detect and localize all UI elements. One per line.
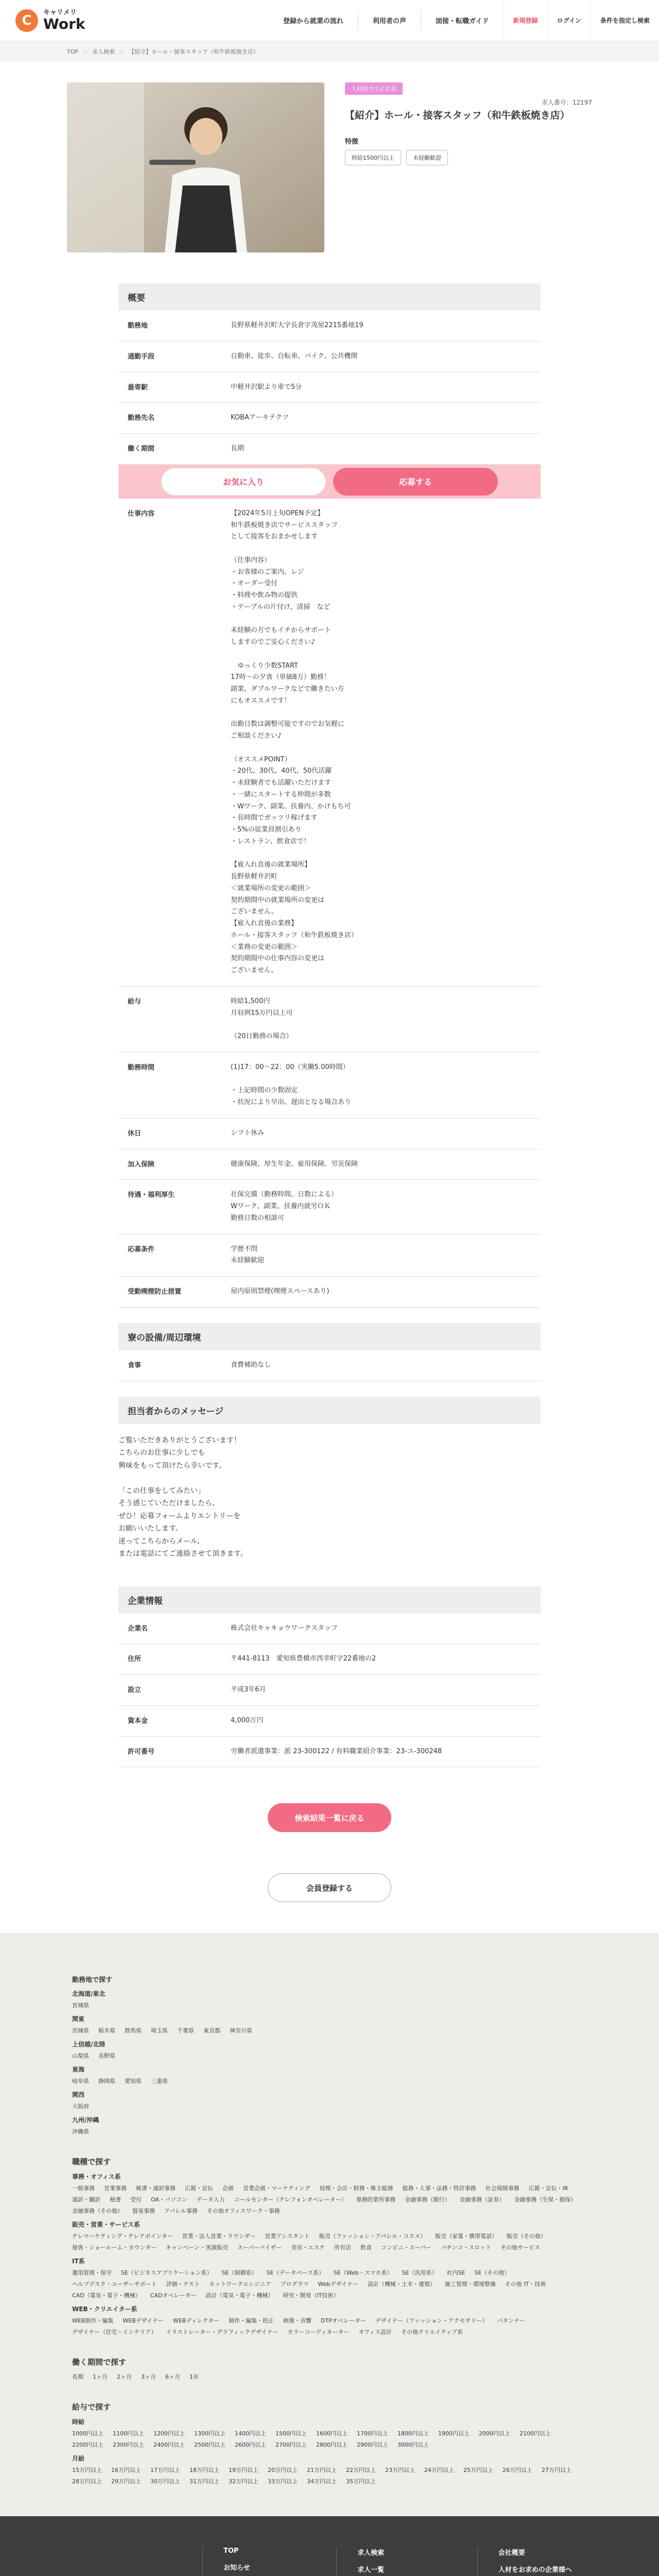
job-link[interactable]: 設計（電気・電子・機械） (205, 2292, 274, 2299)
monthly-link[interactable]: 31万円以上 (189, 2478, 219, 2485)
monthly-link[interactable]: 29万円以上 (111, 2478, 141, 2485)
job-link[interactable]: OA・パソコン (151, 2196, 187, 2204)
hourly-link[interactable]: 2100円以上 (519, 2430, 551, 2437)
job-link[interactable]: パチンコ・スロット (440, 2244, 492, 2251)
nav-flow[interactable]: 登録から就業の流れ (283, 18, 343, 25)
footer-col-1 (202, 2547, 305, 2576)
job-link[interactable]: 販売（その他） (507, 2233, 547, 2240)
days-link[interactable]: 1ヶ月 (93, 2374, 108, 2381)
job-link[interactable]: 受付 (130, 2196, 142, 2204)
row-label: 働く期間 (118, 434, 221, 465)
row-value: (1)17：00〜22：00（実働5.00時間） ・上記時間の少数固定 ・状況により早出、遅出となる場合あり (221, 1052, 541, 1118)
breadcrumb (0, 41, 659, 62)
monthly-link[interactable]: 15万円以上 (72, 2467, 102, 2474)
overview-section (118, 283, 541, 1308)
hourly-link[interactable]: 1600円以上 (316, 2430, 348, 2437)
breadcrumb-current: ＞ 【紹介】ホール・接客スタッフ（和牛鉄板焼き店） (115, 48, 259, 55)
job-link[interactable]: 営業事務 (104, 2185, 127, 2192)
footer-link[interactable]: 求人検索 (357, 2549, 385, 2557)
row-label: 応募条件 (118, 1234, 221, 1277)
hourly-link[interactable]: 2300円以上 (113, 2442, 144, 2449)
row-label: 住所 (118, 1644, 221, 1675)
footer-link[interactable]: 会社概要 (498, 2549, 525, 2557)
job-link[interactable]: ネットワークエンジニア (209, 2281, 271, 2288)
row-value: 屋内原則禁煙(喫煙スペースあり) (221, 1277, 541, 1308)
row-value: 食費補助なし (221, 1350, 541, 1381)
job-link[interactable]: 美容・エステ (291, 2244, 325, 2251)
salary-search-title: 給与で探す (72, 2402, 111, 2412)
job-link[interactable]: 貿易事務 (132, 2208, 155, 2215)
job-link[interactable]: パタンナー (497, 2317, 526, 2325)
area-link[interactable]: 神奈川県 (230, 2027, 252, 2035)
row-label: 待遇・福利厚生 (118, 1180, 221, 1234)
job-link[interactable]: その他オフィスワーク・事務 (206, 2208, 280, 2215)
monthly-link[interactable]: 34万円以上 (307, 2478, 337, 2485)
row-label: 勤務地 (118, 311, 221, 341)
job-link[interactable]: スーパーバイザー (237, 2244, 282, 2251)
feature-label: 特徴 (345, 138, 359, 146)
job-group-title: 事務・オフィス系 (72, 2173, 121, 2181)
row-label: 通勤手段 (118, 341, 221, 372)
table-row (118, 311, 541, 341)
hourly-link[interactable]: 2800円以上 (316, 2442, 348, 2449)
job-group-title: 販売・営業・サービス系 (72, 2221, 141, 2229)
job-link[interactable]: 施工管理・環境整備 (444, 2281, 496, 2288)
hourly-link[interactable]: 1400円以上 (235, 2430, 266, 2437)
monthly-link[interactable]: 23万円以上 (385, 2467, 415, 2474)
area-link[interactable]: 岐阜県 (72, 2078, 89, 2085)
hourly-link[interactable]: 1900円以上 (438, 2430, 470, 2437)
job-link[interactable]: 営業企画・マーケティング (243, 2185, 310, 2192)
job-link[interactable]: 広報・宣伝・IR (528, 2185, 568, 2192)
hourly-link[interactable]: 1200円以上 (153, 2430, 185, 2437)
facilities-section (118, 1323, 541, 1381)
job-link[interactable]: 一般事務 (72, 2185, 95, 2192)
area-group-title: 関西 (72, 2091, 85, 2099)
hourly-link[interactable]: 1800円以上 (397, 2430, 429, 2437)
job-link[interactable]: テレマーケティング・テレアポインター (72, 2233, 173, 2240)
job-link[interactable]: 研究・開発（IT技術） (283, 2292, 339, 2299)
days-link[interactable]: 2ヶ月 (117, 2374, 132, 2381)
message-section (118, 1397, 541, 1571)
job-photo (67, 82, 324, 252)
job-link[interactable]: 販売（家電・携帯電話） (435, 2233, 498, 2240)
feature-chip: 未経験歓迎 (406, 150, 448, 165)
job-link[interactable]: キャンペーン・実演販売 (166, 2244, 228, 2251)
login-button[interactable]: ログイン (547, 0, 591, 41)
favorite-button[interactable]: お気に入り (161, 468, 326, 496)
job-link[interactable]: SE（ビジネスアプリケーション系） (121, 2269, 213, 2277)
row-label: 勤務時間 (118, 1052, 221, 1118)
row-value: 長期 (221, 434, 541, 465)
member-register-button[interactable]: 会員登録する (268, 1873, 391, 1902)
register-button[interactable]: 新規登録 (504, 0, 547, 41)
hourly-link[interactable]: 2000円以上 (479, 2430, 510, 2437)
job-link[interactable]: 広報・宣伝 (185, 2185, 213, 2192)
days-link[interactable]: 長期 (72, 2374, 83, 2381)
feature-chip: 時給1500円以上 (345, 150, 401, 165)
facilities-table (118, 1350, 541, 1381)
job-link[interactable]: 営業アシスタント (265, 2233, 310, 2240)
row-value: 学歴不問 未経験歓迎 (221, 1234, 541, 1277)
job-link[interactable]: 所有店 (334, 2244, 352, 2251)
job-link[interactable]: Webデザイナー (318, 2281, 358, 2288)
area-link[interactable]: 三重県 (151, 2078, 168, 2085)
job-link[interactable]: 秘書・通訳事務 (136, 2185, 176, 2192)
table-row (118, 372, 541, 403)
job-link[interactable]: 制作・編集・校正 (229, 2317, 274, 2325)
hourly-link[interactable]: 2200円以上 (72, 2442, 103, 2449)
job-id: 求人番号：12197 (541, 99, 592, 106)
job-search-title: 職種で探す (72, 2157, 111, 2167)
area-group-title: 東海 (72, 2066, 85, 2074)
row-label: 設立 (118, 1675, 221, 1706)
company-table (118, 1614, 541, 1768)
area-link[interactable]: 群馬県 (125, 2027, 142, 2035)
monthly-link[interactable]: 35万円以上 (346, 2478, 376, 2485)
row-value: 〒441-8113 愛知県豊橋市西幸町字22番地の2 (221, 1644, 541, 1675)
area-link[interactable]: 長野県 (98, 2053, 115, 2060)
job-link[interactable]: デザイナー（ファッション・アクセサリー） (375, 2317, 488, 2325)
overview-table-continued (118, 499, 541, 1308)
monthly-link[interactable]: 16万円以上 (111, 2467, 141, 2474)
row-value: KOBAアーキテクツ (221, 403, 541, 434)
row-label: 資本金 (118, 1705, 221, 1736)
job-link[interactable]: DTPオペレーター (321, 2317, 366, 2325)
table-row (118, 986, 541, 1052)
row-value: 中軽井沢駅より車で5分 (221, 372, 541, 403)
facilities-title: 寮の設備/周辺環境 (118, 1323, 541, 1350)
job-link[interactable]: WEBディレクター (172, 2317, 220, 2325)
job-link[interactable]: 接客・ショールーム・カウンター (72, 2244, 157, 2251)
job-link[interactable]: 評価・テスト (166, 2281, 200, 2288)
job-link[interactable]: プログラマ (280, 2281, 309, 2288)
row-value: 長野県軽井沢町大字長倉字茂屋2215番地19 (221, 311, 541, 341)
job-link[interactable]: SE（汎用系） (402, 2269, 438, 2277)
hourly-link[interactable]: 2400円以上 (153, 2442, 185, 2449)
job-link[interactable]: 社内SE (446, 2269, 465, 2277)
job-link[interactable]: 秘書 (110, 2196, 121, 2204)
apply-button[interactable]: 応募する (333, 468, 498, 496)
row-label: 加入保険 (118, 1149, 221, 1180)
action-bar (118, 465, 541, 499)
job-link[interactable]: コンビニ・スーパー (381, 2244, 431, 2251)
overview-title: 概要 (118, 283, 541, 311)
job-photo-illustration (67, 82, 324, 252)
days-link[interactable]: 1年 (189, 2374, 199, 2381)
job-link[interactable]: コールセンター（テレフォンオペレーター） (234, 2196, 347, 2204)
search-button[interactable]: 条件を指定し検索 (591, 0, 659, 41)
logo-big-text: Work (43, 15, 85, 32)
row-value: 社保完備（勤務時間、日数による） Wワーク、副業、扶養内就労ＯＫ 勤務日数の相談可 (221, 1180, 541, 1234)
table-row (118, 1234, 541, 1277)
area-link[interactable]: 東京都 (203, 2027, 220, 2035)
job-link[interactable]: SE（その他） (474, 2269, 510, 2277)
table-row (118, 1614, 541, 1644)
table-row (118, 499, 541, 987)
breadcrumb-search[interactable]: ＞ 求人検索 (78, 48, 115, 55)
company-section (118, 1586, 541, 1768)
footer-link[interactable]: 求人一覧 (357, 2566, 385, 2574)
job-link[interactable]: 企画 (222, 2185, 234, 2192)
row-value: シフト休み (221, 1118, 541, 1149)
job-title: 【紹介】ホール・接客スタッフ（和牛鉄板焼き店） (345, 110, 570, 121)
job-link[interactable]: 金融事務（銀行） (405, 2196, 450, 2204)
area-link[interactable]: 宮城県 (72, 2002, 89, 2009)
hourly-link[interactable]: 1100円以上 (113, 2430, 144, 2437)
job-link[interactable]: 販売（ファッション・アパレル・コスメ） (319, 2233, 426, 2240)
area-group-title: 上信越/北陸 (72, 2041, 106, 2048)
job-link[interactable]: WEB制作・編集 (72, 2317, 114, 2325)
job-link[interactable]: WEBデザイナー (123, 2317, 164, 2325)
job-link[interactable]: 事務的業所事務 (356, 2196, 396, 2204)
monthly-link[interactable]: 17万円以上 (150, 2467, 180, 2474)
area-link[interactable]: 大阪府 (72, 2103, 89, 2110)
area-link[interactable]: 茨城県 (72, 2027, 89, 2035)
area-group-title: 九州/沖縄 (72, 2116, 99, 2124)
hourly-link[interactable]: 2900円以上 (357, 2442, 388, 2449)
table-row (118, 1350, 541, 1381)
job-link[interactable]: 金融事務（証券） (459, 2196, 505, 2204)
hourly-link[interactable]: 1000円以上 (72, 2430, 103, 2437)
row-value: 自動車、徒歩、自転車、バイク、公共機関 (221, 341, 541, 372)
row-label: 許可番号 (118, 1736, 221, 1767)
days-link[interactable]: 6ヶ月 (165, 2374, 180, 2381)
job-link[interactable]: イラストレーター・グラフィックデザイナー (166, 2329, 279, 2336)
hourly-link[interactable]: 2500円以上 (194, 2442, 226, 2449)
hourly-link[interactable]: 3000円以上 (397, 2442, 429, 2449)
table-row (118, 403, 541, 434)
row-label: 最寄駅 (118, 372, 221, 403)
logo-icon: C (15, 9, 38, 32)
monthly-link[interactable]: 28万円以上 (72, 2478, 102, 2485)
job-hero (67, 62, 592, 268)
row-label: 仕事内容 (118, 499, 221, 987)
job-link[interactable]: オフィス設計 (358, 2329, 392, 2336)
monthly-label: 月給 (72, 2455, 85, 2463)
footer-link[interactable]: TOP (223, 2547, 239, 2555)
days-search-title: 働く期間で探す (72, 2358, 127, 2367)
search-links-area (0, 1933, 659, 2516)
hourly-link[interactable]: 1500円以上 (275, 2430, 307, 2437)
monthly-link[interactable]: 18万円以上 (189, 2467, 219, 2474)
row-value: 健康保険、厚生年金、雇用保険、労災保険 (221, 1149, 541, 1180)
table-row (118, 1736, 541, 1767)
footer-link[interactable]: お知らせ (223, 2564, 250, 2572)
area-link[interactable]: 沖縄県 (72, 2128, 89, 2136)
message-title: 担当者からのメッセージ (118, 1397, 541, 1424)
area-link[interactable]: 静岡県 (98, 2078, 115, 2085)
job-link[interactable]: ヘルプデスク・ユーザーサポート (72, 2281, 157, 2288)
row-label: 企業名 (118, 1614, 221, 1644)
overview-table (118, 311, 541, 465)
monthly-link[interactable]: 22万円以上 (346, 2467, 376, 2474)
job-link[interactable]: CADオペレーター (150, 2292, 197, 2299)
row-value: 平成3年6月 (221, 1675, 541, 1706)
footer-link[interactable]: 人材をお求めの企業様へ (498, 2566, 572, 2574)
job-link[interactable]: SE（制御系） (221, 2269, 257, 2277)
job-link[interactable]: 経理・会計・財務・株主総務 (319, 2185, 393, 2192)
table-row (118, 341, 541, 372)
table-row (118, 1149, 541, 1180)
job-link[interactable]: その他サービス (500, 2244, 541, 2251)
main-nav (269, 0, 659, 41)
table-row (118, 1180, 541, 1234)
job-link[interactable]: 飲食 (360, 2244, 372, 2251)
logo-small-text: キャリメリ (43, 8, 77, 16)
job-link[interactable]: アパレル事務 (164, 2208, 198, 2215)
footer-logo[interactable] (79, 2547, 171, 2576)
job-group-title: WEB・クリエイター系 (72, 2306, 137, 2313)
job-link[interactable]: 総務・人事・法務・特許事務 (402, 2185, 476, 2192)
table-row (118, 1705, 541, 1736)
area-search-title: 勤務地で探す (72, 1976, 113, 1985)
job-link[interactable]: デザイナー（住宅・インテリア） (72, 2329, 157, 2336)
area-group-title: 北海道/東北 (72, 1990, 106, 1998)
nav-voice[interactable]: 利用者の声 (372, 18, 406, 25)
member-wrap (0, 1873, 659, 1902)
job-link[interactable]: SE（Web・スマホ系） (333, 2269, 393, 2277)
table-row (118, 1644, 541, 1675)
job-link[interactable]: CAD（電気・電子・機械） (72, 2292, 141, 2299)
monthly-link[interactable]: 30万円以上 (150, 2478, 180, 2485)
table-row (118, 1675, 541, 1706)
hourly-link[interactable]: 1300円以上 (194, 2430, 226, 2437)
row-label: 勤務先名 (118, 403, 221, 434)
row-value: 4,000万円 (221, 1705, 541, 1736)
company-title: 企業情報 (118, 1586, 541, 1614)
table-row (118, 1052, 541, 1118)
area-link[interactable]: 栃木県 (98, 2027, 115, 2035)
table-row (118, 434, 541, 465)
table-row (118, 1118, 541, 1149)
monthly-link[interactable]: 27万円以上 (542, 2467, 571, 2474)
area-link[interactable]: 愛知県 (125, 2078, 142, 2085)
breadcrumb-top[interactable]: TOP (67, 48, 79, 55)
job-link[interactable]: SE（データベース系） (266, 2269, 324, 2277)
monthly-link[interactable]: 26万円以上 (502, 2467, 532, 2474)
footer-col-2 (336, 2547, 446, 2576)
row-label: 休日 (118, 1118, 221, 1149)
area-link[interactable]: 山梨県 (72, 2053, 89, 2060)
row-value: 株式会社キャキョウワークスタッフ (221, 1614, 541, 1644)
job-link[interactable]: 金融事務（生保・損保） (514, 2196, 577, 2204)
area-link[interactable]: 埼玉県 (151, 2027, 168, 2035)
job-link[interactable]: 金融事務（その他） (72, 2208, 123, 2215)
hourly-link[interactable]: 1700円以上 (357, 2430, 388, 2437)
row-value: 労働者派遣事業：派 23-300122 / 有料職業紹介事業：23-ユ-300248 (221, 1736, 541, 1767)
monthly-link[interactable]: 19万円以上 (229, 2467, 258, 2474)
site-header (0, 0, 659, 41)
row-label: 食事 (118, 1350, 221, 1381)
table-row (118, 1277, 541, 1308)
job-link[interactable]: その他 IT・技術 (505, 2281, 546, 2288)
area-link[interactable]: 千葉県 (177, 2027, 194, 2035)
monthly-link[interactable]: 21万円以上 (307, 2467, 337, 2474)
footer-col-3 (477, 2547, 580, 2576)
monthly-link[interactable]: 33万円以上 (268, 2478, 298, 2485)
area-group-title: 関東 (72, 2015, 85, 2023)
monthly-link[interactable]: 24万円以上 (424, 2467, 454, 2474)
job-type-tag: 人材紹介で正社員 (345, 82, 403, 95)
hourly-label: 時給 (72, 2418, 85, 2426)
site-footer (0, 2516, 659, 2576)
job-link[interactable]: 映像・音響 (283, 2317, 312, 2325)
monthly-link[interactable]: 32万円以上 (229, 2478, 258, 2485)
message-text: ご覧いただきありがとうございます！ こちらのお仕事に少しでも 興味をもって頂けたら幸いです。 「この仕事をしてみたい」 そう感じていただけましたら、 ぜひ！応募フォームよりエントリーを お願いいたします。 迷ってこちらからメール、 または電話にてご連絡させて頂きます。 (118, 1436, 248, 1558)
job-link[interactable]: 社会保険事務 (485, 2185, 519, 2192)
row-label: 受動喫煙防止措置 (118, 1277, 221, 1308)
job-link[interactable]: 設計（機械・土木・建築） (367, 2281, 436, 2288)
back-to-results-button[interactable]: 検索結果一覧に戻る (268, 1803, 391, 1832)
nav-guide[interactable]: 面接・転職ガイド (435, 18, 489, 25)
back-wrap (0, 1803, 659, 1832)
job-link[interactable]: カラーコーディネーター (287, 2329, 350, 2336)
days-link[interactable]: 3ヶ月 (141, 2374, 156, 2381)
row-label: 給与 (118, 986, 221, 1052)
job-link[interactable]: その他クリエイティブ系 (401, 2329, 463, 2336)
job-link[interactable]: 営業・法人営業・ラウンダー (182, 2233, 256, 2240)
logo[interactable] (15, 9, 85, 32)
job-link[interactable]: 通訳・翻訳 (72, 2196, 100, 2204)
job-group-title: IT系 (72, 2258, 85, 2265)
job-link[interactable]: データ入力 (196, 2196, 225, 2204)
row-value: 【2024年5月上旬OPEN予定】 和牛鉄板焼き店でサービススタッフ として接客をおまかせします （仕事内容） ・お客様のご案内、レジ ・オーダー受付 ・料理や飲み物の提供 ・テーブルの片付け、清掃 など 未経験の方でもイチからサポート しますのでご安心ください♪ ゆっくり少数START 17時〜の夕食（単価8万）勤務！ 副業、ダブルワークなどで働きたい方 にもオススメです！ 出勤日数は調整可能ですのでお気軽に ご相談ください♪ （オススメPOINT） ・20代、30代、40代、50代活躍 ・未経験者でも活躍いただけます ・一緒にスタートする仲間が多数 ・Wワーク、副業、扶養内、かけもち可 ・長時間でガッツリ稼げます ・5%の従業員割引あり ・レストラン、飲食店で！ 【雇入れ直後の就業場所】 長野県軽井沢町 ＜就業場所の変更の範囲＞ 契約期間中の就業場所の変更は ございません。 【雇入れ直後の業務】 ホール・接客スタッフ（和牛鉄板焼き店） ＜業務の変更の範囲＞ 契約期間中の仕事内容の変更は ございません。 (221, 499, 541, 987)
monthly-link[interactable]: 20万円以上 (268, 2467, 298, 2474)
job-link[interactable]: 運用管理・保守 (72, 2269, 112, 2277)
monthly-link[interactable]: 25万円以上 (463, 2467, 493, 2474)
hourly-link[interactable]: 2600円以上 (235, 2442, 266, 2449)
hourly-link[interactable]: 2700円以上 (275, 2442, 307, 2449)
row-value: 時給1,500円 月収例15万円以上可 （20日勤務の場合） (221, 986, 541, 1052)
